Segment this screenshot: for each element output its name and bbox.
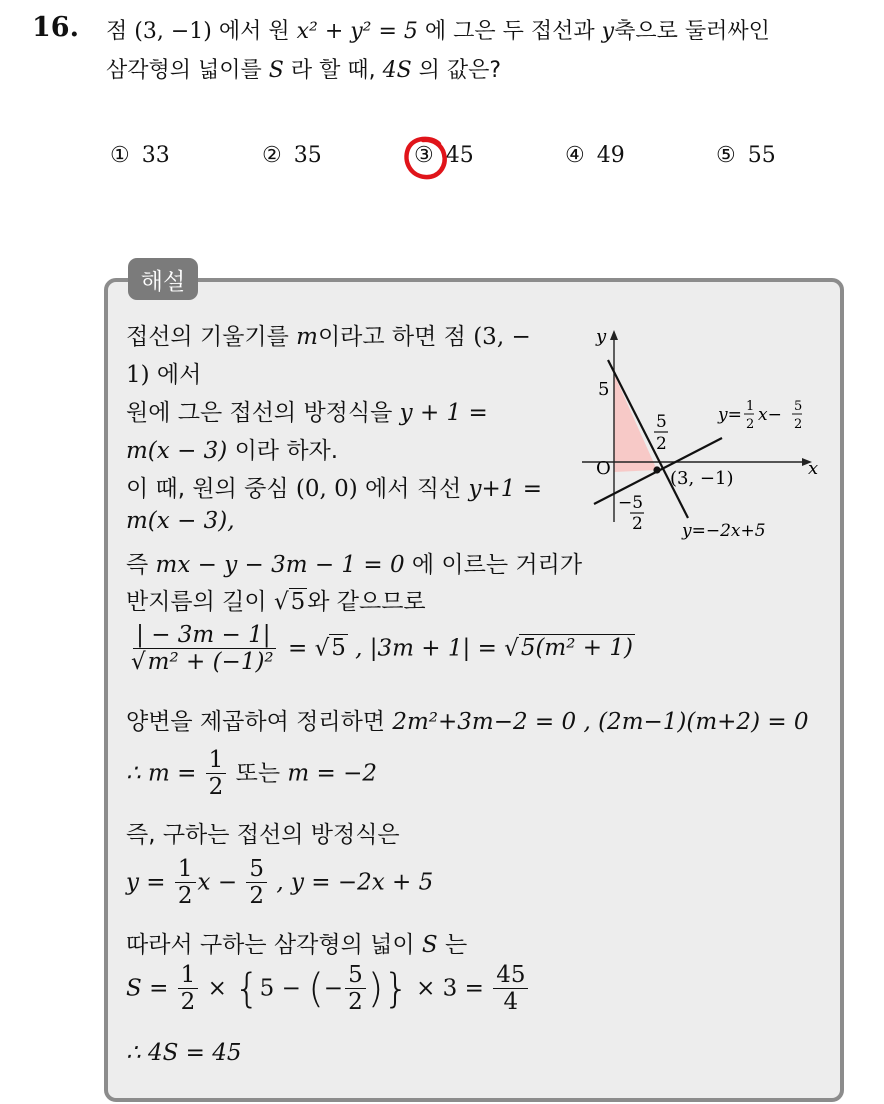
solution-line-6: m(x − 3), [126,508,235,534]
solution-line-2: 1) 에서 [126,362,202,388]
x-axis-label: x [808,458,819,479]
svg-text:5: 5 [794,399,803,414]
question-number: 16. [32,12,79,43]
y-axis-arrow-icon [610,330,618,340]
question-line-2: 삼각형의 넓이를 S 라 할 때, 4S 의 값은? [106,58,502,83]
solution-line-9: $\frac{| - 3m - 1|}{\text{√m² + (−1)²}}$ = √5 , |3m + 1| = √5(m² + 1) [126,622,635,676]
solution-line-3: 원에 그은 접선의 방정식을 y + 1 = [126,400,488,426]
neg-intercept-num: −5 [618,493,644,513]
line2-label: y=−2x+5 [682,521,766,541]
answer-circle-mark-icon [403,134,449,182]
solution-line-12: 즉, 구하는 접선의 방정식은 [126,822,400,848]
solution-line-16: ∴ 4S = 45 [126,1040,242,1066]
solution-line-11: ∴ m = $\frac{1}{2}$ 또는 m = −2 [126,747,377,801]
tangent-point [653,466,660,473]
choice-5[interactable]: ⑤ 55 [716,143,776,168]
y-axis-label: y [596,326,607,347]
x-intercept-num: 5 [656,412,667,432]
choice-1[interactable]: ① 33 [110,143,170,168]
svg-text:2: 2 [746,417,755,432]
choice-2[interactable]: ② 35 [262,143,322,168]
svg-text:2: 2 [794,417,803,432]
solution-line-7: 즉 mx − y − 3m − 1 = 0 에 이르는 거리가 [126,552,583,578]
solution-line-5: 이 때, 원의 중심 (0, 0) 에서 직선 y+1 = [126,476,543,502]
svg-text:1: 1 [746,399,755,414]
choice-3[interactable]: ③ 45 [414,143,474,168]
origin-label: O [596,458,611,479]
y-intercept-label: 5 [598,379,610,400]
solution-line-8: 반지름의 길이 √5와 같으므로 [126,589,426,615]
tangent-point-label: (3, −1) [670,468,734,489]
solution-line-15: S = $\frac{1}{2}$ × {5 − (− $\frac{5}{2}$ )} × 3 = $\frac{45}{4}$ [126,962,530,1016]
triangle-region [614,374,657,472]
neg-intercept-den: 2 [632,514,643,534]
distance-fraction: $\frac{| - 3m - 1|}{\text{√m² + (−1)²}}$ [131,622,274,676]
x-intercept-den: 2 [656,434,667,454]
solution-line-13: y = $\frac{1}{2}$ x − $\frac{5}{2}$ , y = −2x + 5 [126,856,434,910]
solution-line-4: m(x − 3) 이라 하자. [126,438,339,464]
solution-line-10: 양변을 제곱하여 정리하면 2m²+3m−2 = 0 , (2m−1)(m+2) = 0 [126,709,809,735]
choice-4[interactable]: ④ 49 [565,143,625,168]
question-line-1: 점 (3, −1) 에서 원 x² + y² = 5 에 그은 두 접선과 y축으로 둘러싸인 [106,19,770,44]
line1-label-b: x− [758,405,782,425]
solution-line-1: 접선의 기울기를 m이라고 하면 점 (3, − [126,324,531,350]
solution-line-14: 따라서 구하는 삼각형의 넓이 S 는 [126,932,468,958]
tangent-lines-graph [570,322,832,552]
line1-label-a: y= [718,405,742,425]
solution-badge: 해설 [128,258,198,300]
